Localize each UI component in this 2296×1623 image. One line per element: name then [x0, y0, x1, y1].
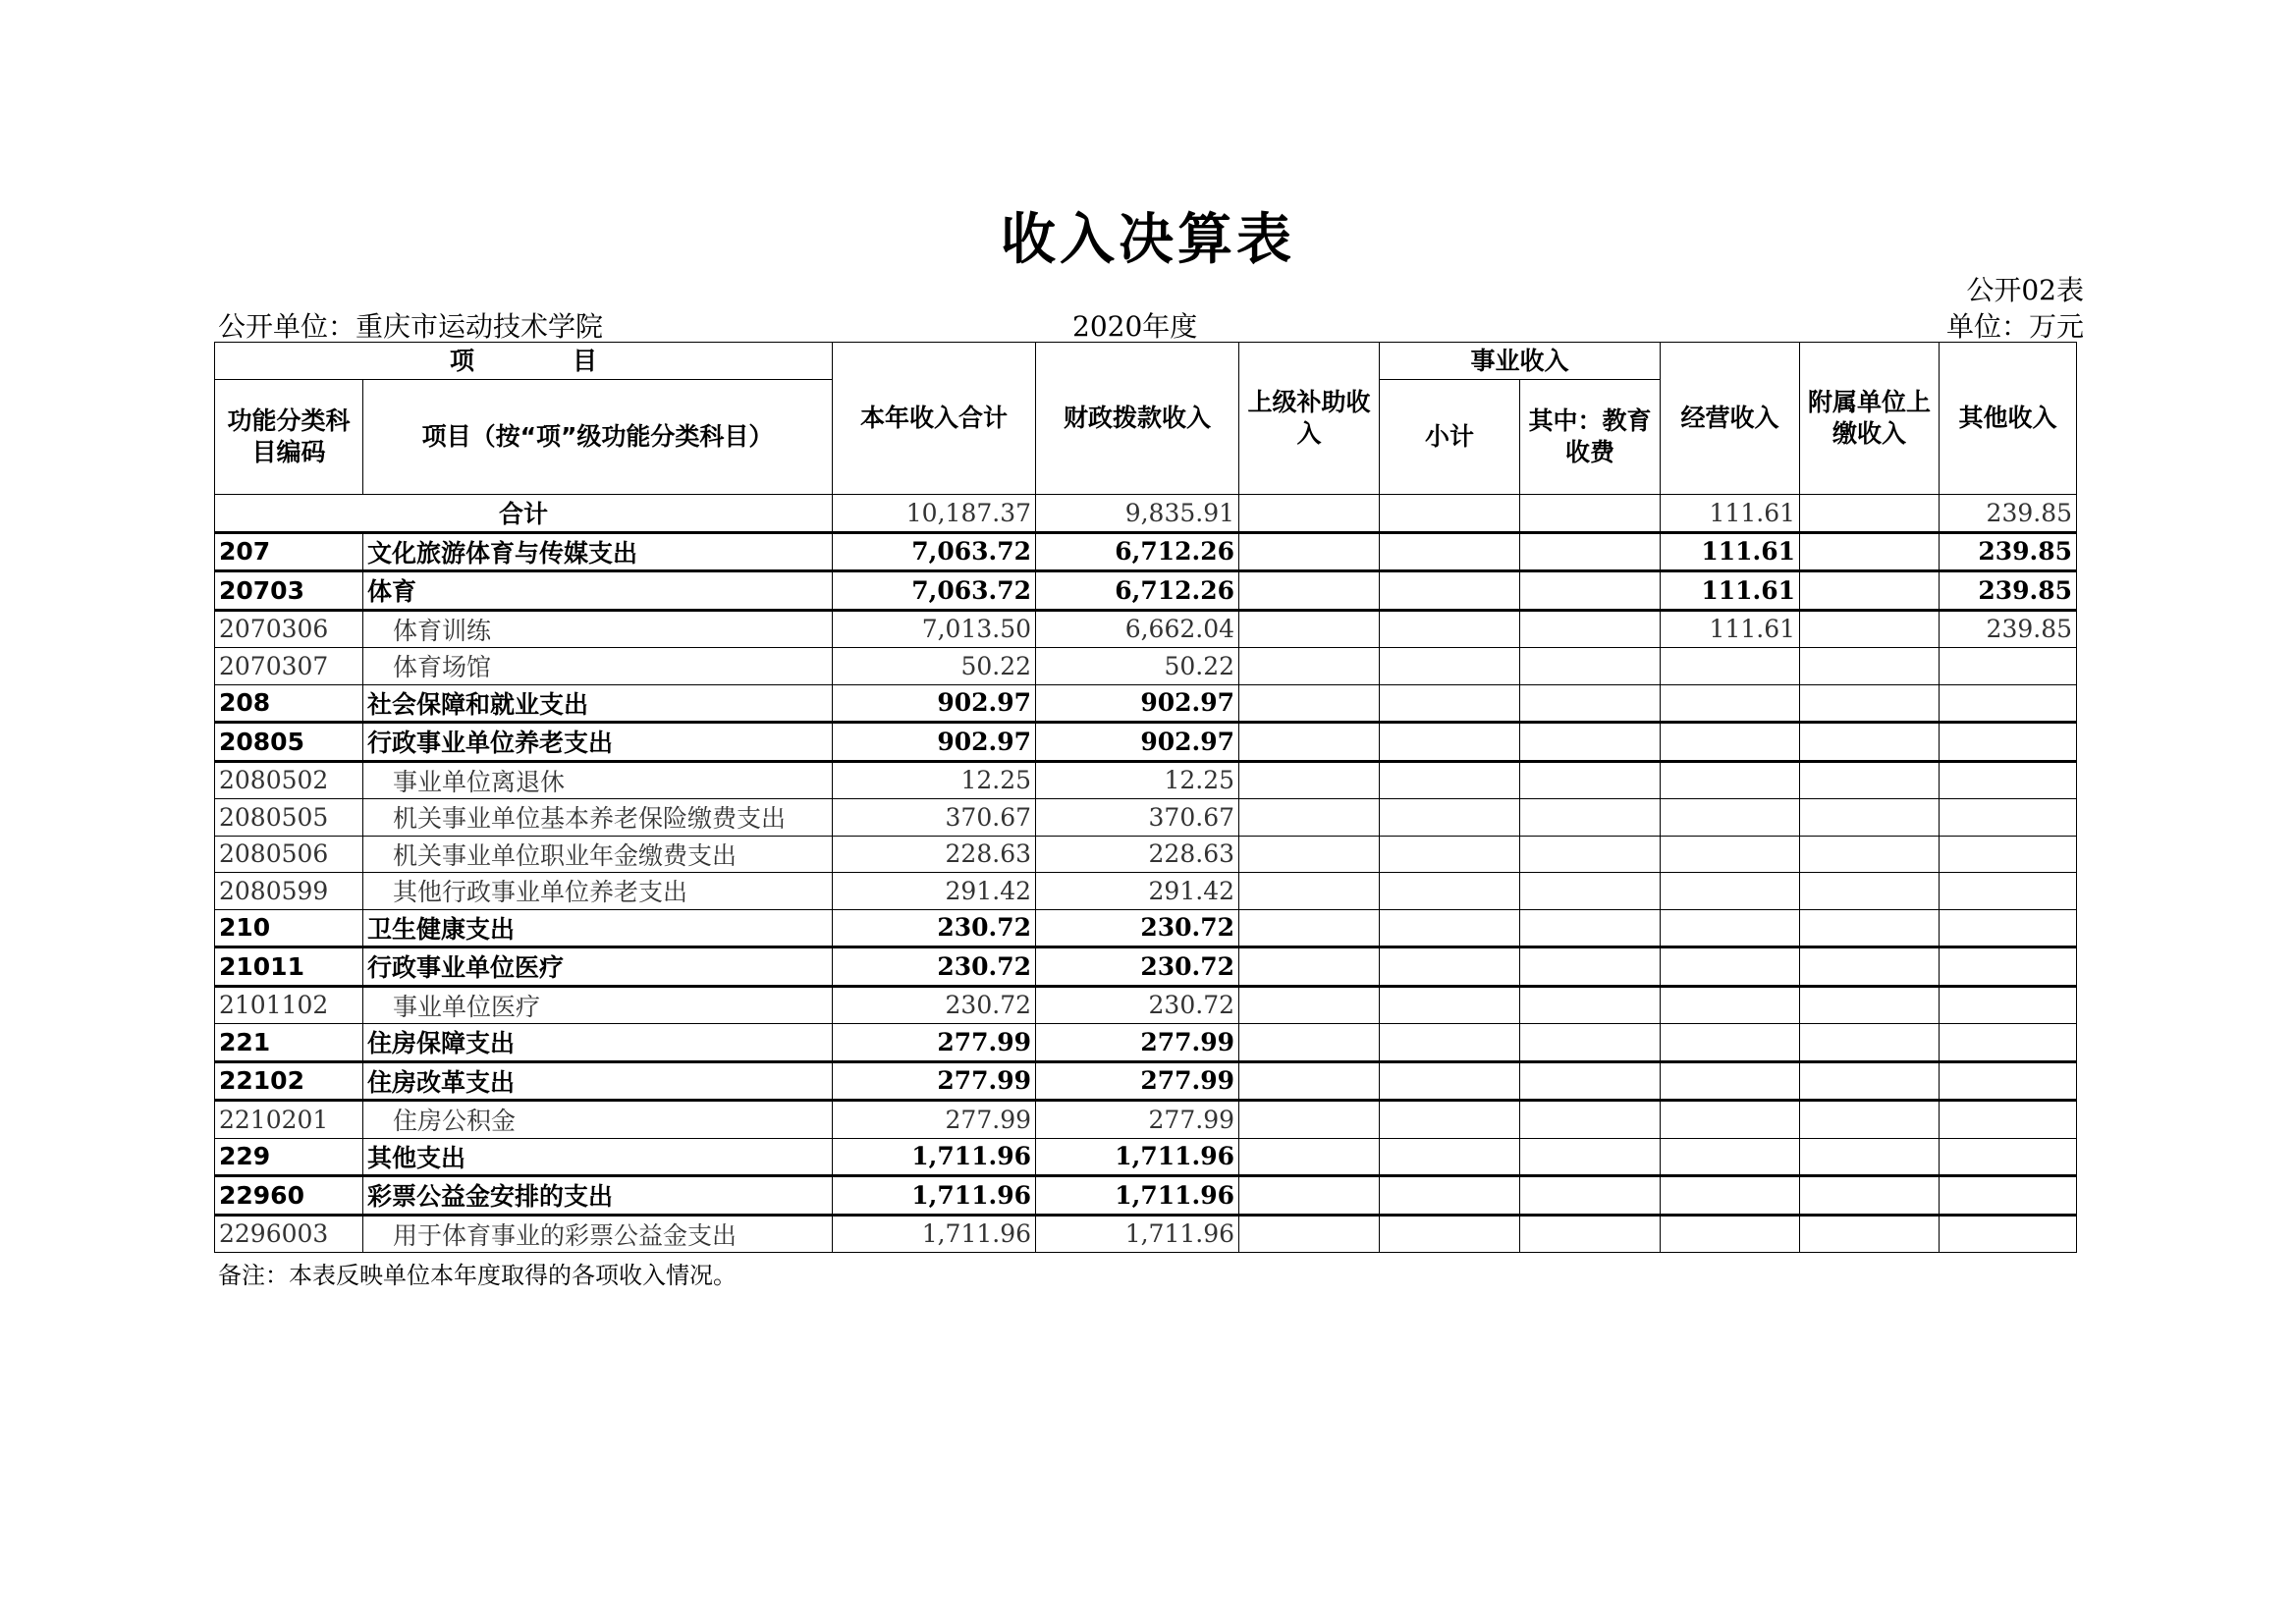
row-affiliated: [1800, 1138, 1940, 1176]
row-career-edu: [1520, 610, 1661, 648]
row-career-subtotal: [1380, 648, 1520, 685]
row-business: [1661, 1176, 1800, 1216]
row-business: [1661, 761, 1800, 799]
row-total: 277.99: [833, 1101, 1036, 1139]
row-other: 239.85: [1940, 571, 2077, 611]
row-career-subtotal: [1380, 909, 1520, 947]
row-fiscal: 228.63: [1036, 836, 1239, 873]
table-row: [215, 532, 2077, 571]
row-affiliated: [1800, 909, 1940, 947]
row-name: 卫生健康支出: [363, 909, 833, 947]
row-total: 291.42: [833, 873, 1036, 910]
row-total: 7,063.72: [833, 571, 1036, 611]
row-career-subtotal: [1380, 799, 1520, 837]
row-business: [1661, 648, 1800, 685]
row-career-edu: [1520, 761, 1661, 799]
row-career-edu: [1520, 909, 1661, 947]
row-career-subtotal: [1380, 1176, 1520, 1216]
row-name: 机关事业单位基本养老保险缴费支出: [363, 799, 833, 837]
row-other: [1940, 761, 2077, 799]
row-superior: [1239, 836, 1380, 873]
table-row: [215, 836, 2077, 873]
row-career-edu: [1520, 799, 1661, 837]
row-other: 239.85: [1940, 532, 2077, 571]
row-fiscal: 1,711.96: [1036, 1138, 1239, 1176]
row-affiliated: [1800, 1101, 1940, 1139]
total-edu: [1520, 495, 1661, 533]
row-total: 230.72: [833, 909, 1036, 947]
row-business: [1661, 909, 1800, 947]
row-name: 事业单位医疗: [363, 986, 833, 1024]
row-superior: [1239, 1101, 1380, 1139]
row-career-edu: [1520, 723, 1661, 762]
row-code: 2070306: [215, 610, 363, 648]
row-career-subtotal: [1380, 1024, 1520, 1062]
row-fiscal: 6,662.04: [1036, 610, 1239, 648]
row-fiscal: 1,711.96: [1036, 1215, 1239, 1253]
row-code: 221: [215, 1024, 363, 1062]
row-name: 其他行政事业单位养老支出: [363, 873, 833, 910]
row-superior: [1239, 723, 1380, 762]
row-name: 文化旅游体育与传媒支出: [363, 532, 833, 571]
row-affiliated: [1800, 799, 1940, 837]
row-other: [1940, 1138, 2077, 1176]
row-career-subtotal: [1380, 723, 1520, 762]
row-affiliated: [1800, 648, 1940, 685]
row-business: [1661, 1138, 1800, 1176]
row-career-subtotal: [1380, 947, 1520, 987]
row-superior: [1239, 1061, 1380, 1101]
row-superior: [1239, 873, 1380, 910]
row-code: 208: [215, 684, 363, 723]
row-business: [1661, 799, 1800, 837]
row-other: [1940, 836, 2077, 873]
row-business: [1661, 836, 1800, 873]
row-career-edu: [1520, 1176, 1661, 1216]
row-code: 2080502: [215, 761, 363, 799]
total-label: 合计: [215, 495, 833, 533]
row-business: [1661, 1101, 1800, 1139]
row-fiscal: 230.72: [1036, 909, 1239, 947]
row-other: [1940, 873, 2077, 910]
row-other: [1940, 909, 2077, 947]
header-code: [215, 380, 363, 495]
form-number: 公开02表: [1966, 274, 2084, 306]
row-affiliated: [1800, 532, 1940, 571]
row-business: [1661, 723, 1800, 762]
income-table-container: [214, 342, 2076, 1253]
header-career: 事业收入: [1380, 343, 1661, 380]
row-total: 7,063.72: [833, 532, 1036, 571]
row-name: 社会保障和就业支出: [363, 684, 833, 723]
row-career-subtotal: [1380, 610, 1520, 648]
row-code: 2210201: [215, 1101, 363, 1139]
header-affiliated-label: 附属单位上缴收入: [1808, 388, 1932, 448]
row-business: [1661, 684, 1800, 723]
table-row: [215, 1101, 2077, 1139]
row-name: 住房保障支出: [363, 1024, 833, 1062]
row-career-edu: [1520, 1024, 1661, 1062]
row-career-subtotal: [1380, 761, 1520, 799]
row-affiliated: [1800, 761, 1940, 799]
row-fiscal: 902.97: [1036, 684, 1239, 723]
row-name: 行政事业单位养老支出: [363, 723, 833, 762]
row-total: 1,711.96: [833, 1138, 1036, 1176]
row-other: [1940, 723, 2077, 762]
row-name: 彩票公益金安排的支出: [363, 1176, 833, 1216]
row-other: [1940, 1024, 2077, 1062]
row-superior: [1239, 684, 1380, 723]
total-row: [215, 495, 2077, 533]
row-code: 207: [215, 532, 363, 571]
total-amount: 10,187.37: [833, 495, 1036, 533]
row-career-edu: [1520, 1215, 1661, 1253]
row-career-subtotal: [1380, 532, 1520, 571]
row-other: [1940, 648, 2077, 685]
table-body: [215, 495, 2077, 1253]
row-affiliated: [1800, 836, 1940, 873]
row-fiscal: 6,712.26: [1036, 532, 1239, 571]
row-career-subtotal: [1380, 1138, 1520, 1176]
table-row: [215, 684, 2077, 723]
total-other: 239.85: [1940, 495, 2077, 533]
table-row: [215, 1215, 2077, 1253]
row-fiscal: 277.99: [1036, 1061, 1239, 1101]
table-row: [215, 947, 2077, 987]
row-code: 2080506: [215, 836, 363, 873]
row-name: 体育场馆: [363, 648, 833, 685]
row-affiliated: [1800, 986, 1940, 1024]
table-row: [215, 799, 2077, 837]
header-superior-label: 上级补助收入: [1247, 388, 1371, 448]
total-subtotal: [1380, 495, 1520, 533]
row-other: [1940, 1101, 2077, 1139]
row-affiliated: [1800, 723, 1940, 762]
row-code: 22960: [215, 1176, 363, 1216]
row-business: [1661, 986, 1800, 1024]
row-superior: [1239, 799, 1380, 837]
income-table: [214, 342, 2077, 1253]
row-total: 230.72: [833, 986, 1036, 1024]
row-career-edu: [1520, 873, 1661, 910]
row-total: 230.72: [833, 947, 1036, 987]
total-fiscal: 9,835.91: [1036, 495, 1239, 533]
row-career-subtotal: [1380, 986, 1520, 1024]
row-code: 21011: [215, 947, 363, 987]
total-business: 111.61: [1661, 495, 1800, 533]
row-career-edu: [1520, 571, 1661, 611]
row-career-edu: [1520, 1061, 1661, 1101]
row-total: 902.97: [833, 684, 1036, 723]
row-other: [1940, 986, 2077, 1024]
row-fiscal: 902.97: [1036, 723, 1239, 762]
row-code: 2080599: [215, 873, 363, 910]
row-other: [1940, 1176, 2077, 1216]
header-edu: [1520, 380, 1661, 495]
row-superior: [1239, 648, 1380, 685]
row-total: 7,013.50: [833, 610, 1036, 648]
row-superior: [1239, 1176, 1380, 1216]
header-project: 项 目: [215, 343, 833, 380]
row-name: 用于体育事业的彩票公益金支出: [363, 1215, 833, 1253]
row-career-subtotal: [1380, 873, 1520, 910]
table-row: [215, 1176, 2077, 1216]
row-superior: [1239, 571, 1380, 611]
fiscal-year: 2020年度: [1072, 310, 1198, 343]
row-business: 111.61: [1661, 610, 1800, 648]
row-fiscal: 277.99: [1036, 1101, 1239, 1139]
row-business: [1661, 1215, 1800, 1253]
row-total: 902.97: [833, 723, 1036, 762]
row-career-subtotal: [1380, 836, 1520, 873]
footnote: 备注：本表反映单位本年度取得的各项收入情况。: [218, 1262, 737, 1289]
header-name: 项目（按“项”级功能分类科目）: [363, 380, 833, 495]
row-code: 2070307: [215, 648, 363, 685]
row-affiliated: [1800, 1176, 1940, 1216]
table-row: [215, 873, 2077, 910]
row-total: 50.22: [833, 648, 1036, 685]
row-affiliated: [1800, 610, 1940, 648]
row-name: 行政事业单位医疗: [363, 947, 833, 987]
row-affiliated: [1800, 1215, 1940, 1253]
row-career-edu: [1520, 1138, 1661, 1176]
row-other: [1940, 684, 2077, 723]
unit-label: 公开单位：重庆市运动技术学院: [218, 310, 604, 343]
total-affiliated: [1800, 495, 1940, 533]
row-fiscal: 12.25: [1036, 761, 1239, 799]
row-code: 229: [215, 1138, 363, 1176]
row-career-edu: [1520, 836, 1661, 873]
row-affiliated: [1800, 571, 1940, 611]
row-code: 20703: [215, 571, 363, 611]
row-total: 228.63: [833, 836, 1036, 873]
row-business: [1661, 873, 1800, 910]
row-fiscal: 1,711.96: [1036, 1176, 1239, 1216]
row-business: [1661, 1024, 1800, 1062]
row-name: 其他支出: [363, 1138, 833, 1176]
header-total: 本年收入合计: [833, 343, 1036, 495]
row-code: 20805: [215, 723, 363, 762]
row-name: 机关事业单位职业年金缴费支出: [363, 836, 833, 873]
row-name: 体育训练: [363, 610, 833, 648]
header-business: 经营收入: [1661, 343, 1800, 495]
row-affiliated: [1800, 684, 1940, 723]
row-career-subtotal: [1380, 1101, 1520, 1139]
row-affiliated: [1800, 1061, 1940, 1101]
row-other: [1940, 1215, 2077, 1253]
row-affiliated: [1800, 947, 1940, 987]
row-business: [1661, 1061, 1800, 1101]
row-career-edu: [1520, 532, 1661, 571]
row-superior: [1239, 909, 1380, 947]
row-career-edu: [1520, 684, 1661, 723]
page-title: 收入决算表: [1001, 208, 1295, 272]
row-other: [1940, 947, 2077, 987]
row-superior: [1239, 986, 1380, 1024]
row-business: 111.61: [1661, 571, 1800, 611]
row-total: 277.99: [833, 1024, 1036, 1062]
row-career-edu: [1520, 986, 1661, 1024]
header-fiscal: 财政拨款收入: [1036, 343, 1239, 495]
row-career-edu: [1520, 648, 1661, 685]
row-code: 22102: [215, 1061, 363, 1101]
row-superior: [1239, 610, 1380, 648]
row-total: 1,711.96: [833, 1176, 1036, 1216]
row-superior: [1239, 1215, 1380, 1253]
row-career-subtotal: [1380, 1061, 1520, 1101]
row-other: [1940, 799, 2077, 837]
table-row: [215, 723, 2077, 762]
row-fiscal: 230.72: [1036, 986, 1239, 1024]
row-fiscal: 50.22: [1036, 648, 1239, 685]
header-other: 其他收入: [1940, 343, 2077, 495]
total-superior: [1239, 495, 1380, 533]
row-superior: [1239, 761, 1380, 799]
row-fiscal: 277.99: [1036, 1024, 1239, 1062]
row-business: [1661, 947, 1800, 987]
row-total: 277.99: [833, 1061, 1036, 1101]
row-career-subtotal: [1380, 684, 1520, 723]
table-row: [215, 648, 2077, 685]
row-code: 2296003: [215, 1215, 363, 1253]
row-affiliated: [1800, 1024, 1940, 1062]
row-career-edu: [1520, 1101, 1661, 1139]
row-code: 2101102: [215, 986, 363, 1024]
row-superior: [1239, 947, 1380, 987]
header-affiliated: [1800, 343, 1940, 495]
header-superior: [1239, 343, 1380, 495]
header-code-label: 功能分类科目编码: [227, 406, 351, 466]
currency-unit: 单位：万元: [1945, 310, 2084, 343]
row-fiscal: 230.72: [1036, 947, 1239, 987]
table-row: [215, 909, 2077, 947]
row-total: 1,711.96: [833, 1215, 1036, 1253]
table-row: [215, 986, 2077, 1024]
row-superior: [1239, 532, 1380, 571]
row-name: 体育: [363, 571, 833, 611]
row-name: 事业单位离退休: [363, 761, 833, 799]
row-fiscal: 291.42: [1036, 873, 1239, 910]
table-row: [215, 610, 2077, 648]
row-fiscal: 6,712.26: [1036, 571, 1239, 611]
row-superior: [1239, 1024, 1380, 1062]
row-career-subtotal: [1380, 1215, 1520, 1253]
row-code: 210: [215, 909, 363, 947]
row-career-edu: [1520, 947, 1661, 987]
row-code: 2080505: [215, 799, 363, 837]
table-row: [215, 1138, 2077, 1176]
row-other: 239.85: [1940, 610, 2077, 648]
row-other: [1940, 1061, 2077, 1101]
table-row: [215, 1061, 2077, 1101]
row-superior: [1239, 1138, 1380, 1176]
row-name: 住房改革支出: [363, 1061, 833, 1101]
row-total: 12.25: [833, 761, 1036, 799]
row-total: 370.67: [833, 799, 1036, 837]
table-row: [215, 761, 2077, 799]
header-edu-label: 其中：教育收费: [1528, 406, 1652, 466]
row-affiliated: [1800, 873, 1940, 910]
header-subtotal: 小计: [1380, 380, 1520, 495]
row-fiscal: 370.67: [1036, 799, 1239, 837]
table-row: [215, 1024, 2077, 1062]
row-career-subtotal: [1380, 571, 1520, 611]
table-row: [215, 571, 2077, 611]
row-name: 住房公积金: [363, 1101, 833, 1139]
row-business: 111.61: [1661, 532, 1800, 571]
